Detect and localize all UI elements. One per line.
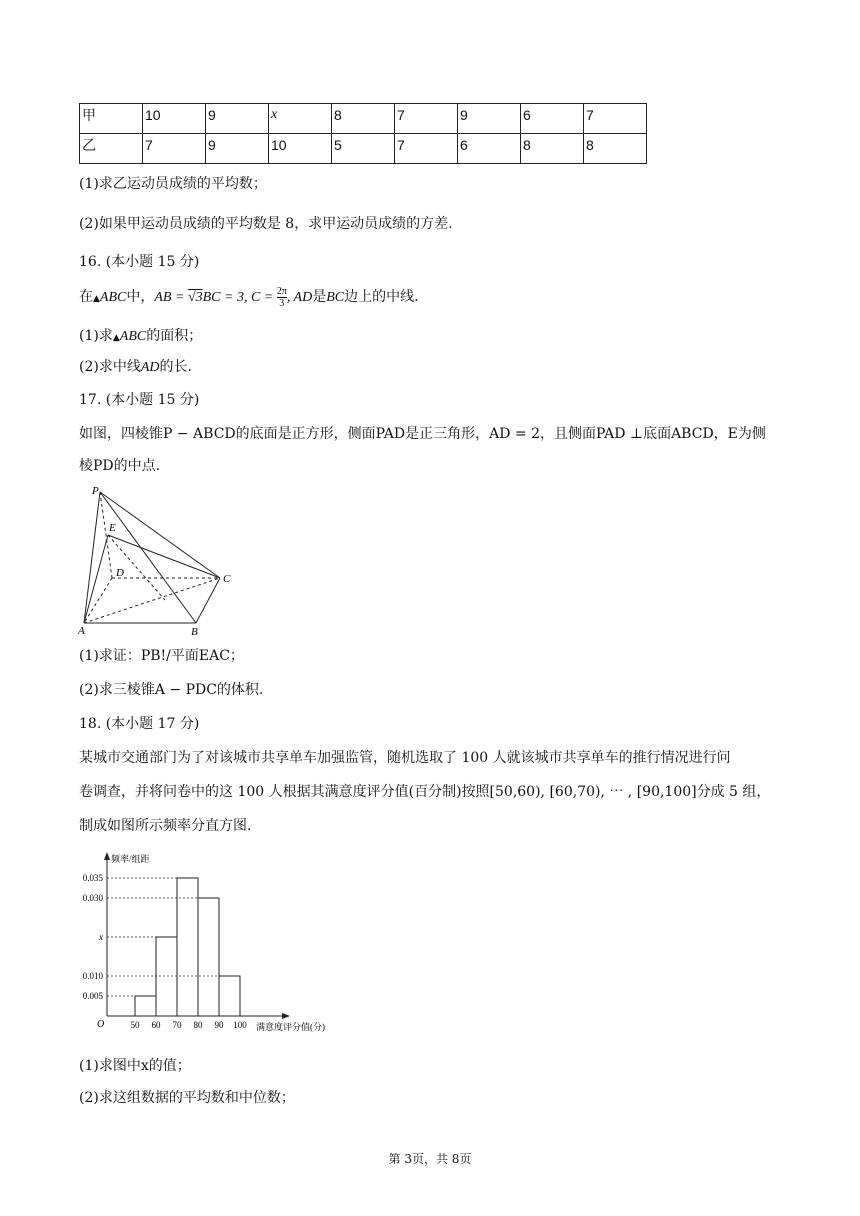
origin-label: O xyxy=(97,1019,105,1030)
table-cell: 9 xyxy=(206,104,269,134)
y-tick-label: 0.030 xyxy=(82,893,103,903)
y-tick-label: 0.035 xyxy=(82,873,103,883)
label-c: C xyxy=(223,573,231,585)
table-cell: 9 xyxy=(206,134,269,164)
table-cell: 10 xyxy=(269,134,332,164)
table-cell: 7 xyxy=(395,104,458,134)
table-cell: 6 xyxy=(458,134,521,164)
q17-stem-line2: 棱PD的中点. xyxy=(79,458,161,474)
label-p: P xyxy=(92,485,99,497)
x-tick-label: 90 xyxy=(214,1020,224,1030)
table-cell: x xyxy=(269,104,332,134)
x-tick-label: 60 xyxy=(151,1020,161,1030)
y-tick-label: 0.010 xyxy=(82,971,103,981)
table-cell: 6 xyxy=(521,104,584,134)
q15-part2: (2)如果甲运动员成绩的平均数是 8，求甲运动员成绩的方差. xyxy=(79,216,453,232)
row-label: 乙 xyxy=(80,134,143,164)
table-cell: 5 xyxy=(332,134,395,164)
q17-header: 17. (本小题 15 分) xyxy=(79,392,200,408)
histogram-bar xyxy=(135,996,156,1016)
histogram-bar xyxy=(177,878,198,1016)
q18-part1: (1)求图中x的值； xyxy=(79,1058,191,1074)
q17-part1: (1)求证：PB!/平面EAC； xyxy=(79,648,244,664)
score-table xyxy=(79,103,647,164)
table-cell: 7 xyxy=(584,104,647,134)
label-e: E xyxy=(109,522,116,534)
page-footer: 第 3页，共 8页 xyxy=(388,1152,472,1166)
table-cell: 9 xyxy=(458,104,521,134)
pyramid-figure xyxy=(70,480,250,640)
q18-header: 18. (本小题 17 分) xyxy=(79,716,200,732)
table-row xyxy=(80,134,647,164)
x-tick-label: 70 xyxy=(172,1020,182,1030)
x-axis-arrow xyxy=(282,1013,290,1019)
histogram-bar xyxy=(198,898,219,1016)
histogram-bar xyxy=(219,976,240,1016)
row-label: 甲 xyxy=(80,104,143,134)
q18-part2: (2)求这组数据的平均数和中位数； xyxy=(79,1090,295,1106)
label-d: D xyxy=(116,567,124,579)
q17-stem-line1: 如图，四棱锥P − ABCD的底面是正方形，侧面PAD是正三角形，AD = 2，且侧面PAD ⊥底面ABCD，E为侧 xyxy=(79,426,766,442)
q18-stem-line1: 某城市交通部门为了对该城市共享单车加强监管，随机选取了 100 人就该城市共享单车的推行情况进行问 xyxy=(79,750,731,766)
table-cell: 8 xyxy=(521,134,584,164)
frequency-histogram xyxy=(70,846,360,1038)
y-axis-arrow xyxy=(104,852,110,860)
q16-stem: 在▲ABC中，AB = √3BC = 3, C = $\frac{2\pi}{3}$ , AD是BC边上的中线. xyxy=(79,285,419,309)
q15-part1: (1)求乙运动员成绩的平均数； xyxy=(79,176,267,192)
y-tick-label: x xyxy=(99,932,103,942)
table-cell: 7 xyxy=(143,134,206,164)
table-row xyxy=(80,104,647,134)
table-cell: 7 xyxy=(395,134,458,164)
histogram-bar xyxy=(156,937,177,1016)
q18-stem-line2: 卷调查，并将问卷中的这 100 人根据其满意度评分值(百分制)按照[50,60), [60,70), ⋯ , [90,100]分成 5 组， xyxy=(79,784,771,800)
table-cell: 8 xyxy=(584,134,647,164)
q18-stem-line3: 制成如图所示频率分直方图. xyxy=(79,818,252,834)
q16-part2: (2)求中线AD的长. xyxy=(79,359,192,375)
y-tick-label: 0.005 xyxy=(82,991,103,1001)
q16-part1: (1)求▲ABC的面积； xyxy=(79,328,203,344)
table-cell: 10 xyxy=(143,104,206,134)
q16-header: 16. (本小题 15 分) xyxy=(79,254,200,270)
x-tick-label: 100 xyxy=(233,1020,247,1030)
q17-part2: (2)求三棱锥A − PDC的体积. xyxy=(79,682,264,698)
x-axis-title: 满意度评分值(分) xyxy=(256,1022,325,1032)
x-tick-label: 80 xyxy=(193,1020,203,1030)
table-cell: 8 xyxy=(332,104,395,134)
x-tick-label: 50 xyxy=(130,1020,140,1030)
label-a: A xyxy=(78,625,85,637)
y-axis-title: 频率/组距 xyxy=(111,854,150,864)
label-b: B xyxy=(191,626,198,638)
